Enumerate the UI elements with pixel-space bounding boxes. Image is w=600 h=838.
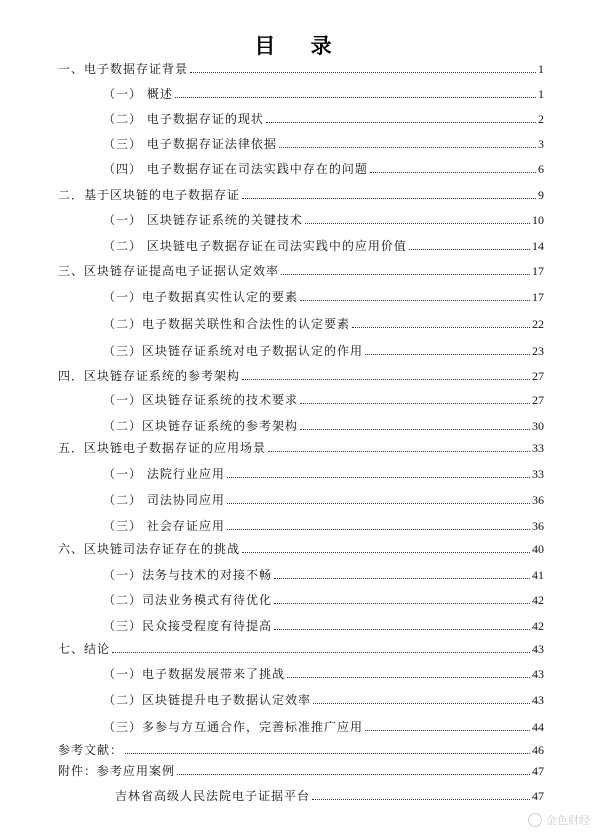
toc-entry-page: 43 (532, 693, 544, 707)
toc-entry[interactable] (58, 638, 544, 656)
toc-entry-label: （一）电子数据发展带来了挑战 (103, 667, 286, 681)
toc-entry-page: 40 (532, 542, 544, 556)
leader-dots (279, 147, 536, 148)
toc-entry-page: 1 (538, 87, 544, 101)
leader-dots (227, 529, 530, 530)
toc-entry[interactable] (103, 158, 544, 176)
toc-entry-label: （二）电子数据关联性和合法性的认定要素 (103, 317, 351, 331)
leader-dots (409, 249, 530, 250)
leader-dots (242, 379, 530, 380)
leader-dots (177, 774, 530, 775)
toc-entry-label: （三）区块链存证系统对电子数据认定的作用 (103, 344, 364, 358)
toc-entry[interactable] (103, 209, 544, 227)
toc-entry[interactable] (103, 515, 544, 533)
toc-entry[interactable] (103, 83, 544, 101)
toc-entry-label: （二） 区块链电子数据存证在司法实践中的应用价值 (103, 239, 407, 253)
watermark-logo-icon (528, 813, 542, 827)
toc-entry-page: 23 (532, 344, 544, 358)
toc-entry-label: （三） 电子数据存证法律依据 (103, 137, 277, 151)
toc-entry-page: 43 (532, 667, 544, 681)
leader-dots (300, 403, 530, 404)
toc-entry-page: 47 (532, 764, 544, 778)
toc-entry[interactable] (103, 689, 544, 707)
toc-entry[interactable] (58, 184, 544, 202)
toc-entry-label: 吉林省高级人民法院电子证据平台 (115, 789, 311, 803)
toc-entry-label: 五．区块链电子数据存证的应用场景 (58, 441, 267, 455)
toc-entry[interactable] (58, 365, 544, 383)
leader-dots (365, 730, 530, 731)
leader-dots (242, 198, 536, 199)
toc-entry-page: 42 (532, 593, 544, 607)
toc-entry-label: （三）民众接受程度有待提高 (103, 619, 273, 633)
toc-entry-page: 14 (532, 239, 544, 253)
toc-entry-label: 三、区块链存证提高电子证据认定效率 (58, 264, 280, 278)
toc-entry-page: 46 (532, 743, 544, 757)
leader-dots (175, 97, 536, 98)
leader-dots (227, 503, 530, 504)
toc-entry[interactable] (103, 108, 544, 126)
leader-dots (112, 652, 530, 653)
leader-dots (227, 477, 530, 478)
toc-entry[interactable] (103, 615, 544, 633)
leader-dots (274, 578, 530, 579)
toc-entry-page: 42 (532, 619, 544, 633)
toc-entry-page: 43 (532, 642, 544, 656)
toc-entry-page: 33 (532, 441, 544, 455)
leader-dots (300, 429, 530, 430)
toc-entry-label: （二） 司法协同应用 (103, 493, 225, 507)
toc-entry-label: 六、区块链司法存证存在的挑战 (58, 542, 241, 556)
toc-entry[interactable] (58, 437, 544, 455)
toc-entry[interactable] (103, 415, 544, 433)
toc-entry-page: 30 (532, 419, 544, 433)
toc-entry[interactable] (103, 716, 544, 734)
toc-entry-label: （一）法务与技术的对接不畅 (103, 568, 273, 582)
toc-entry-label: 一、电子数据存证背景 (58, 62, 189, 76)
toc-entry-page: 41 (532, 568, 544, 582)
toc-entry-label: 参考文献： (58, 743, 124, 757)
leader-dots (266, 122, 536, 123)
toc-entry-label: （一）区块链存证系统的技术要求 (103, 393, 299, 407)
leader-dots (281, 274, 530, 275)
leader-dots (268, 451, 530, 452)
toc-entry-page: 22 (532, 317, 544, 331)
toc-entry-page: 27 (532, 393, 544, 407)
toc-entry-label: 四．区块链存证系统的参考架构 (58, 369, 241, 383)
toc-entry[interactable] (103, 489, 544, 507)
toc-entry-label: 附件：参考应用案例 (58, 764, 176, 778)
toc-entry[interactable] (58, 739, 544, 757)
toc-entry-page: 3 (538, 137, 544, 151)
toc-entry-page: 36 (532, 493, 544, 507)
toc-entry-label: （一） 概述 (103, 87, 173, 101)
toc-entry-page: 1 (538, 62, 544, 76)
toc-entry-label: （三） 社会存证应用 (103, 519, 225, 533)
toc-entry-label: 二．基于区块链的电子数据存证 (58, 188, 241, 202)
toc-entry-page: 10 (532, 213, 544, 227)
toc-entry[interactable] (58, 760, 544, 778)
toc-entry-label: （二）区块链存证系统的参考架构 (103, 419, 299, 433)
toc-entry-label: （一） 区块链存证系统的关键技术 (103, 213, 303, 227)
leader-dots (274, 603, 530, 604)
toc-entry-page: 27 (532, 369, 544, 383)
leader-dots (300, 300, 530, 301)
leader-dots (274, 629, 530, 630)
toc-entry-page: 33 (532, 467, 544, 481)
toc-entry[interactable] (103, 589, 544, 607)
leader-dots (305, 223, 530, 224)
leader-dots (365, 354, 530, 355)
toc-entry[interactable] (103, 663, 544, 681)
toc-entry-label: 七、结论 (58, 642, 111, 656)
toc-entry-page: 9 (538, 188, 544, 202)
toc-entry-label: （三）多参与方互通合作，完善标准推广应用 (103, 720, 364, 734)
toc-entry-page: 17 (532, 290, 544, 304)
toc-entry[interactable] (103, 340, 544, 358)
toc-entry[interactable] (58, 260, 544, 278)
toc-entry[interactable] (103, 286, 544, 304)
toc-entry-label: （一）电子数据真实性认定的要素 (103, 290, 299, 304)
toc-entry[interactable] (58, 58, 544, 76)
toc-entry-page: 6 (538, 162, 544, 176)
toc-entry[interactable] (103, 133, 544, 151)
toc-entry-page: 44 (532, 720, 544, 734)
toc-entry-label: （一） 法院行业应用 (103, 467, 225, 481)
page-title: 目 录 (254, 34, 346, 58)
watermark (528, 812, 590, 828)
toc-entry-label: （四） 电子数据存证在司法实践中存在的问题 (103, 162, 368, 176)
leader-dots (313, 703, 530, 704)
leader-dots (370, 172, 536, 173)
toc-entry-page: 36 (532, 519, 544, 533)
leader-dots (312, 799, 530, 800)
toc-entry[interactable] (58, 538, 544, 556)
toc-entry[interactable] (103, 564, 544, 582)
toc-entry-page: 2 (538, 112, 544, 126)
toc-entry[interactable] (103, 389, 544, 407)
leader-dots (242, 552, 530, 553)
toc-entry-page: 47 (532, 789, 544, 803)
toc-entry-page: 17 (532, 264, 544, 278)
leader-dots (125, 753, 530, 754)
leader-dots (190, 72, 536, 73)
toc-entry-label: （二）司法业务模式有待优化 (103, 593, 273, 607)
toc-entry[interactable] (115, 785, 544, 803)
watermark-text: 金色财经 (546, 814, 590, 827)
leader-dots (352, 327, 530, 328)
toc-entry-label: （二）区块链提升电子数据认定效率 (103, 693, 312, 707)
leader-dots (287, 677, 530, 678)
toc-entry-label: （二） 电子数据存证的现状 (103, 112, 264, 126)
toc-entry[interactable] (103, 313, 544, 331)
toc-entry[interactable] (103, 235, 544, 253)
toc-entry[interactable] (103, 463, 544, 481)
